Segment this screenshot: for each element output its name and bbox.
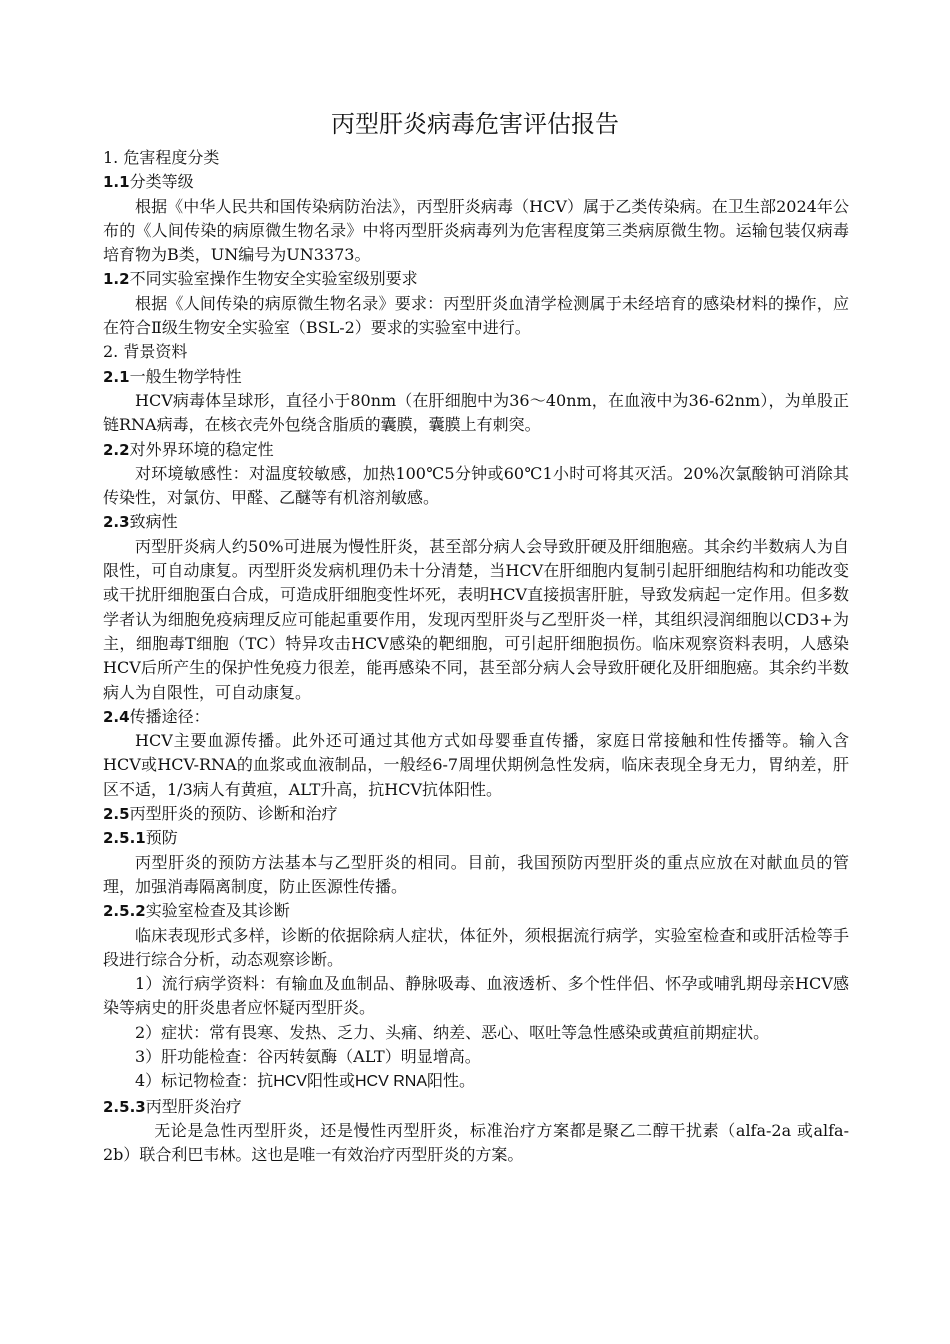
list-item-symptoms: 2）症状：常有畏寒、发热、乏力、头痛、纳差、恶心、呕吐等急性感染或黄疸前期症状。 bbox=[135, 1022, 770, 1042]
heading-text: 预防 bbox=[145, 828, 178, 848]
heading-2-5-3 bbox=[103, 1095, 849, 1119]
heading-number: 1.1 bbox=[103, 173, 130, 192]
heading-number: 2.1 bbox=[103, 367, 130, 386]
document-title: 丙型肝炎病毒危害评估报告 bbox=[331, 110, 619, 138]
paragraph-2-3: 丙型肝炎病人约50%可进展为慢性肝炎，甚至部分病人会导致肝硬及肝细胞癌。其余约半数病人为自限性，可自动康复。丙型肝炎发病机理仍未十分清楚，当HCV在肝细胞内复制引起肝细胞结构和功能改变或干扰肝细胞蛋白合成，可造成肝细胞变性坏死，表明HCV直接损害肝脏，导致发病起一定作用。但多数学者认为细胞免疫病理反应可能起重要作用，发现丙型肝炎与乙型肝炎一样，其组织浸润细胞以CD3+为主，细胞毒T细胞（TC）特异攻击HCV感染的靶细胞，可引起肝细胞损伤。临床观察资料表明，人感染HCV后所产生的保护性免疫力很差，能再感染不同，甚至部分病人会导致肝硬化及肝细胞癌。其余约半数病人为自限性，可自动康复。 bbox=[103, 536, 849, 702]
heading-1-2 bbox=[103, 267, 849, 291]
paragraph-2-5-1: 丙型肝炎的预防方法基本与乙型肝炎的相同。目前，我国预防丙型肝炎的重点应放在对献血员的管理，加强消毒隔离制度，防止医源性传播。 bbox=[103, 852, 849, 896]
markers-hcv-rna: HCV RNA bbox=[354, 1073, 427, 1091]
heading-number: 2.5 bbox=[103, 805, 130, 824]
heading-text: 丙型肝炎治疗 bbox=[145, 1096, 242, 1116]
markers-text-a: 4）标记物检查：抗 bbox=[135, 1071, 274, 1091]
markers-text-e: 阳性。 bbox=[427, 1071, 476, 1091]
heading-number: 2.5.1 bbox=[103, 829, 146, 848]
heading-text: 实验室检查及其诊断 bbox=[145, 901, 290, 921]
paragraph-2-5-3: 无论是急性丙型肝炎，还是慢性丙型肝炎，标准治疗方案都是聚乙二醇干扰素（alfa-2a 或alfa-2b）联合利巴韦林。这也是唯一有效治疗丙型肝炎的方案。 bbox=[103, 1120, 849, 1165]
heading-text: 对外界环境的稳定性 bbox=[129, 439, 274, 459]
heading-number: 2.3 bbox=[103, 513, 130, 532]
heading-text: 一般生物学特性 bbox=[129, 366, 242, 386]
heading-1: 1. 危害程度分类 bbox=[103, 148, 220, 167]
paragraph-1-2: 根据《人间传染的病原微生物名录》要求：丙型肝炎血清学检测属于未经培育的感染材料的操作，应在符合Ⅱ级生物安全实验室（BSL-2）要求的实验室中进行。 bbox=[103, 293, 849, 338]
heading-2-5-2 bbox=[103, 899, 849, 923]
heading-2-4 bbox=[103, 705, 849, 729]
list-item-liver-function: 3）肝功能检查：谷丙转氨酶（ALT）明显增高。 bbox=[135, 1046, 481, 1066]
document-body bbox=[103, 146, 849, 1167]
list-item-epidemiology: 1）流行病学资料：有输血及血制品、静脉吸毒、血液透析、多个性伴侣、怀孕或哺乳期母亲HCV感染等病史的肝炎患者应怀疑丙型肝炎。 bbox=[103, 974, 849, 1018]
heading-2: 2. 背景资料 bbox=[103, 342, 188, 362]
paragraph-2-2: 对环境敏感性：对温度较敏感，加热100℃5分钟或60℃1小时可将其灭活。20%次氯酸钠可消除其传染性，对氯仿、甲醛、乙醚等有机溶剂敏感。 bbox=[103, 463, 849, 508]
heading-2-2 bbox=[103, 438, 849, 462]
heading-2-5-1 bbox=[103, 826, 849, 850]
heading-text: 传播途径： bbox=[129, 706, 210, 726]
heading-number: 2.5.2 bbox=[103, 902, 146, 921]
paragraph-2-4: HCV主要血源传播。此外还可通过其他方式如母婴垂直传播，家庭日常接触和性传播等。输入含HCV或HCV-RNA的血浆或血液制品，一般经6-7周埋伏期例急性发病，临床表现全身无力，胃纳差，肝区不适，1/3病人有黄疸，ALT升高，抗HCV抗体阳性。 bbox=[103, 731, 849, 799]
paragraph-2-5-2: 临床表现形式多样，诊断的依据除病人症状，体征外，须根据流行病学，实验室检查和或肝活检等手段进行综合分析，动态观察诊断。 bbox=[103, 925, 849, 969]
heading-text: 致病性 bbox=[129, 512, 178, 532]
heading-2-5 bbox=[103, 802, 849, 826]
heading-text: 丙型肝炎的预防、诊断和治疗 bbox=[129, 804, 338, 824]
markers-text-c: 阳性或 bbox=[306, 1071, 355, 1091]
heading-2-3 bbox=[103, 510, 849, 534]
heading-number: 1.2 bbox=[103, 270, 130, 289]
heading-text: 分类等级 bbox=[129, 172, 194, 192]
paragraph-1-1: 根据《中华人民共和国传染病防治法》，丙型肝炎病毒（HCV）属于乙类传染病。在卫生部2024年公布的《人间传染的病原微生物名录》中将丙型肝炎病毒列为危害程度第三类病原微生物。运输包装仅病毒培育物为B类，UN编号为UN3373。 bbox=[103, 196, 849, 265]
heading-number: 2.5.3 bbox=[103, 1097, 146, 1116]
heading-text: 不同实验室操作生物安全实验室级别要求 bbox=[129, 269, 418, 289]
heading-number: 2.4 bbox=[103, 707, 130, 726]
markers-hcv: HCV bbox=[273, 1073, 307, 1091]
heading-1-1 bbox=[103, 170, 849, 194]
heading-2-1 bbox=[103, 365, 849, 389]
paragraph-2-1: HCV病毒体呈球形，直径小于80nm（在肝细胞中为36～40nm，在血液中为36-62nm），为单股正链RNA病毒，在核衣壳外包绕含脂质的囊膜，囊膜上有刺突。 bbox=[103, 390, 849, 435]
heading-number: 2.2 bbox=[103, 440, 130, 459]
list-item-markers bbox=[103, 1069, 849, 1094]
